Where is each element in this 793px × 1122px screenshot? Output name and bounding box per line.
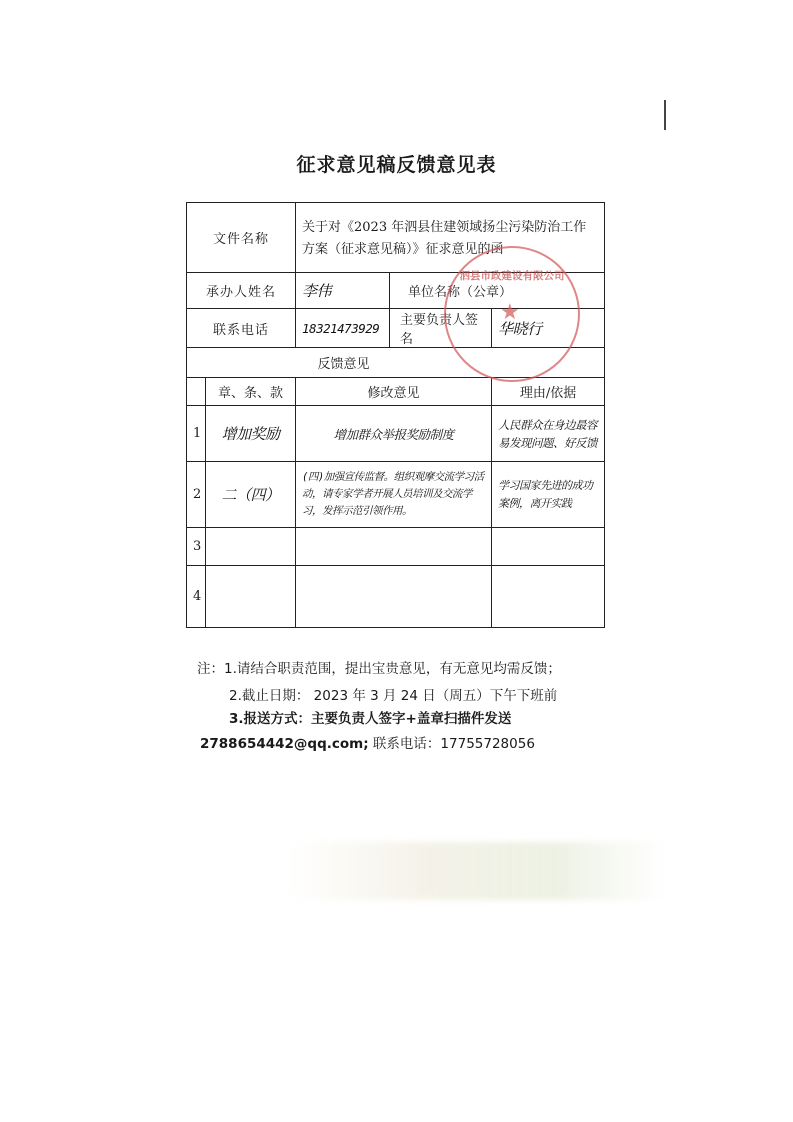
note-prefix: 注： (197, 661, 224, 677)
document-title: 征求意见稿反馈意见表 (296, 154, 497, 176)
handler-name-label: 承办人姓名 (187, 273, 296, 309)
scan-artifact (288, 842, 668, 900)
row-reason (492, 566, 605, 628)
row-article: 二（四） (206, 462, 296, 528)
notes-section (197, 656, 561, 710)
unit-name-label: 单位名称（公章） (390, 273, 605, 309)
col-reason-header: 理由/依据 (492, 378, 605, 406)
phone-row (187, 309, 605, 348)
row-opinion: 增加群众举报奖励制度 (296, 406, 492, 462)
table-row (187, 462, 605, 528)
leader-sign-label: 主要负责人签名 (390, 309, 492, 348)
note-3: 3.报送方式：主要负责人签字+盖章扫描件发送 (229, 711, 512, 727)
row-opinion: (四)加强宣传监督。组织观摩交流学习活动，请专家学者开展人员培训及交流学习，发挥示范引领作用。 (296, 462, 492, 528)
file-name-label: 文件名称 (187, 203, 296, 273)
scan-edge-mark (664, 100, 666, 130)
row-article (206, 528, 296, 566)
file-name-row (187, 203, 605, 273)
leader-signature: 华晓行 (492, 309, 605, 348)
seal-text: 泗县市政建设有限公司 (459, 270, 565, 282)
note-1: 1.请结合职责范围，提出宝贵意见，有无意见均需反馈； (224, 661, 561, 677)
col-article-header: 章、条、款 (206, 378, 296, 406)
table-row (187, 528, 605, 566)
col-num-header (187, 378, 206, 406)
row-article (206, 566, 296, 628)
row-reason (492, 528, 605, 566)
handler-row (187, 273, 605, 309)
phone-label: 联系电话 (187, 309, 296, 348)
row-opinion (296, 566, 492, 628)
column-header-row (187, 378, 605, 406)
row-article: 增加奖励 (206, 406, 296, 462)
row-number: 4 (187, 566, 206, 628)
contact-phone: 联系电话：17755728056 (368, 736, 535, 752)
feedback-form-table (186, 202, 605, 628)
contact-email: 2788654442@qq.com; (200, 736, 369, 752)
note-2: 2.截止日期： 2023 年 3 月 24 日（周五）下午下班前 (229, 688, 558, 704)
seal-star-icon: ★ (500, 300, 520, 325)
file-name-value: 关于对《2023 年泗县住建领域扬尘污染防治工作方案（征求意见稿）》征求意见的函 (296, 203, 605, 273)
row-reason: 人民群众在身边最容易发现问题、好反馈 (492, 406, 605, 462)
row-number: 1 (187, 406, 206, 462)
feedback-header-row (187, 348, 605, 378)
table-row (187, 566, 605, 628)
row-number: 2 (187, 462, 206, 528)
row-number: 3 (187, 528, 206, 566)
phone-value: 18321473929 (296, 309, 390, 348)
col-opinion-header: 修改意见 (296, 378, 492, 406)
row-opinion (296, 528, 492, 566)
table-row (187, 406, 605, 462)
note-3-wrap (197, 706, 511, 733)
row-reason: 学习国家先进的成功案例，离开实践 (492, 462, 605, 528)
handler-name-signature: 李伟 (296, 273, 390, 309)
note-line-1 (197, 656, 561, 683)
contact-line (200, 732, 535, 752)
feedback-heading: 反馈意见 (187, 348, 605, 378)
